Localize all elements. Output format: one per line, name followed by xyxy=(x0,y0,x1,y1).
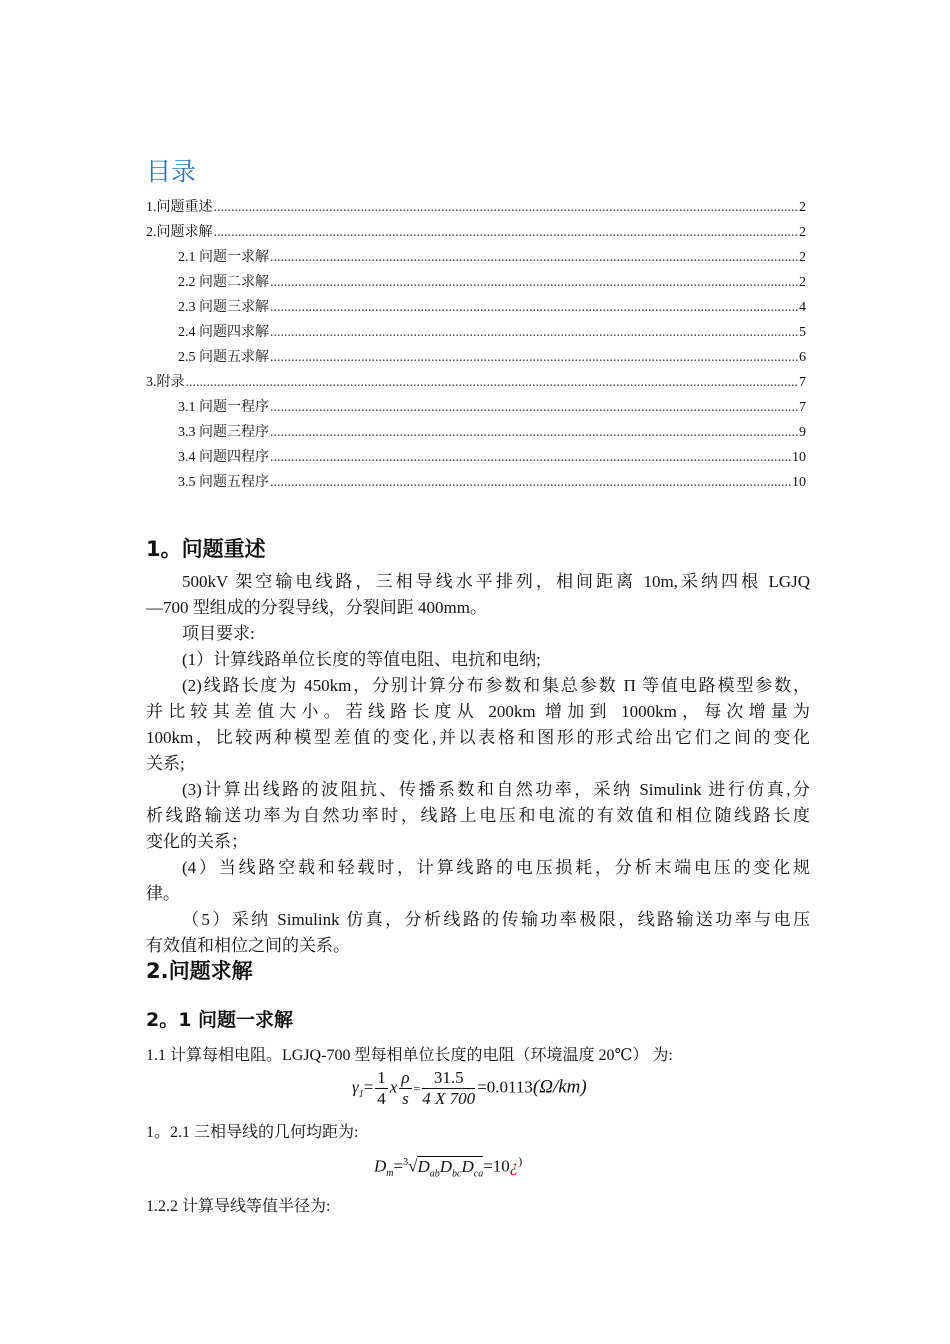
paragraph-line: 变化的关系； xyxy=(146,832,248,851)
toc-leader-dots xyxy=(186,373,799,393)
toc-entry[interactable] xyxy=(178,398,806,418)
toc-entry-label: 2.2 问题二求解 xyxy=(178,275,269,290)
toc-leader-dots xyxy=(270,473,791,493)
radicand xyxy=(417,1156,484,1180)
fraction xyxy=(422,1068,475,1109)
toc-entry-page: 10 xyxy=(792,475,806,490)
paragraph-line: 析线路输送功率为自然功率时，线路上电压和电流的有效值和相位随线路长度 xyxy=(146,806,810,825)
toc-leader-dots xyxy=(270,348,798,368)
toc-entry-page: 7 xyxy=(799,375,806,390)
eq-subscript: 1 xyxy=(358,1088,364,1100)
toc-entry[interactable] xyxy=(178,248,806,268)
subsection-heading: 2。1 问题一求解 xyxy=(146,1009,294,1031)
toc-entry-page: 4 xyxy=(799,300,806,315)
toc-entry-page: 10 xyxy=(792,450,806,465)
paragraph-line: 并比较其差值大小。若线路长度从 200km 增加到 1000km，每次增量为 xyxy=(146,702,810,721)
paragraph-line: —700 型组成的分裂导线，分裂间距 400mm。 xyxy=(146,598,487,617)
toc-entry-label: 3.附录 xyxy=(146,375,185,390)
toc-entry[interactable] xyxy=(146,223,806,243)
toc-entry-label: 3.1 问题一程序 xyxy=(178,400,269,415)
paragraph-line: 1.1 计算每相电阻。LGJQ-700 型每相单位长度的电阻（环境温度 20℃） 为: xyxy=(146,1047,673,1064)
section-heading: 1。问题重述 xyxy=(146,537,266,561)
eq-symbol: γ xyxy=(352,1077,359,1097)
paragraph-line: 项目要求: xyxy=(182,624,255,643)
eq-sign: = xyxy=(413,1081,421,1096)
toc-leader-dots xyxy=(270,273,798,293)
toc-entry[interactable] xyxy=(146,373,806,393)
eq-symbol: D xyxy=(374,1156,387,1176)
paragraph-line: (2)线路长度为 450km，分别计算分布参数和集总参数 Π 等值电路模型参数， xyxy=(182,676,810,695)
fraction xyxy=(399,1068,411,1109)
toc-entry-label: 2.1 问题一求解 xyxy=(178,250,269,265)
eq-symbol: x xyxy=(389,1077,398,1097)
denominator: s xyxy=(402,1089,409,1108)
root-sign: √ xyxy=(408,1156,418,1176)
toc-entry[interactable] xyxy=(178,323,806,343)
toc-entry-page: 7 xyxy=(799,400,806,415)
numerator: 1 xyxy=(377,1068,386,1087)
eq-subscript: ab xyxy=(429,1168,440,1180)
toc-entry-label: 1.问题重述 xyxy=(146,200,213,215)
eq-symbol: D xyxy=(461,1156,474,1176)
eq-unit: (Ω/km) xyxy=(532,1076,587,1098)
eq-result: =0.0113 xyxy=(477,1077,533,1097)
paragraph-line: 100km，比较两种模型差值的变化,并以表格和图形的形式给出它们之间的变化 xyxy=(146,728,810,747)
toc-entry-label: 2.4 问题四求解 xyxy=(178,325,269,340)
toc-title: 目录 xyxy=(146,157,197,186)
paragraph xyxy=(146,1194,810,1220)
eq-tail: ¿ xyxy=(509,1156,519,1176)
eq-subscript: bc xyxy=(452,1168,462,1180)
toc-leader-dots xyxy=(270,323,798,343)
denominator: 4 X 700 xyxy=(422,1089,476,1108)
fraction xyxy=(375,1068,388,1109)
eq-result: =10 xyxy=(483,1156,510,1176)
paragraph-line: 关系; xyxy=(146,754,185,773)
toc-entry-label: 2.问题求解 xyxy=(146,225,213,240)
toc-entry[interactable] xyxy=(178,273,806,293)
toc-leader-dots xyxy=(214,198,799,218)
toc-entry-label: 3.3 问题三程序 xyxy=(178,425,269,440)
toc-entry-page: 5 xyxy=(799,325,806,340)
eq-sign: = xyxy=(363,1077,374,1097)
toc-entry-page: 2 xyxy=(799,250,806,265)
paragraph-line: 1.2.2 计算导线等值半径为: xyxy=(146,1198,331,1215)
toc-entry-label: 2.5 问题五求解 xyxy=(178,350,269,365)
equation-geometric-mean xyxy=(374,1154,522,1179)
paragraph-line: 有效值和相位之间的关系。 xyxy=(146,936,350,955)
toc-entry-page: 9 xyxy=(799,425,806,440)
paragraph-line: (1）计算线路单位长度的等值电阻、电抗和电纳; xyxy=(182,650,541,669)
eq-subscript: ca xyxy=(473,1168,484,1180)
toc-leader-dots xyxy=(214,223,799,243)
paragraph xyxy=(146,1120,810,1146)
toc-entry[interactable] xyxy=(178,473,806,493)
toc-entry[interactable] xyxy=(146,198,806,218)
toc-entry[interactable] xyxy=(178,448,806,468)
numerator: ρ xyxy=(401,1068,410,1087)
toc-entry-page: 2 xyxy=(799,275,806,290)
eq-symbol: D xyxy=(439,1156,453,1176)
eq-tail: ) xyxy=(518,1154,523,1168)
toc-leader-dots xyxy=(270,398,798,418)
toc-entry-page: 2 xyxy=(799,200,806,215)
denominator: 4 xyxy=(377,1089,386,1108)
paragraph-line: (4）当线路空载和轻载时，计算线路的电压损耗，分析末端电压的变化规 xyxy=(182,858,810,877)
toc-entry-label: 3.5 问题五程序 xyxy=(178,475,269,490)
eq-symbol: D xyxy=(417,1156,430,1176)
paragraph-line: 律。 xyxy=(146,884,180,903)
paragraph xyxy=(146,1043,810,1069)
paragraph-line: 500kV 架空输电线路，三相导线水平排列，相间距离 10m,采纳四根 LGJQ xyxy=(182,572,810,591)
toc-entry-label: 3.4 问题四程序 xyxy=(178,450,269,465)
paragraph-line: 1。2.1 三相导线的几何均距为: xyxy=(146,1124,359,1141)
eq-subscript: m xyxy=(386,1168,394,1180)
paragraph-line: (3)计算出线路的波阻抗、传播系数和自然功率，采纳 Simulink 进行仿真,分 xyxy=(182,780,810,799)
numerator: 31.5 xyxy=(422,1068,475,1089)
equation-resistance xyxy=(352,1068,587,1109)
section1-body xyxy=(146,569,810,959)
toc-entry-page: 2 xyxy=(799,225,806,240)
eq-sign: = xyxy=(393,1156,404,1176)
toc-leader-dots xyxy=(270,298,798,318)
toc-entry[interactable] xyxy=(178,298,806,318)
section-heading: 2.问题求解 xyxy=(146,959,253,983)
toc-leader-dots xyxy=(270,448,791,468)
root-index: 3 xyxy=(403,1157,409,1168)
toc-leader-dots xyxy=(270,423,798,443)
toc-entry[interactable] xyxy=(178,348,806,368)
toc-entry[interactable] xyxy=(178,423,806,443)
toc-entry-page: 6 xyxy=(799,350,806,365)
toc-leader-dots xyxy=(270,248,798,268)
paragraph-line: （5）采纳 Simulink 仿真，分析线路的传输功率极限，线路输送功率与电压 xyxy=(182,910,810,929)
toc-entry-label: 2.3 问题三求解 xyxy=(178,300,269,315)
